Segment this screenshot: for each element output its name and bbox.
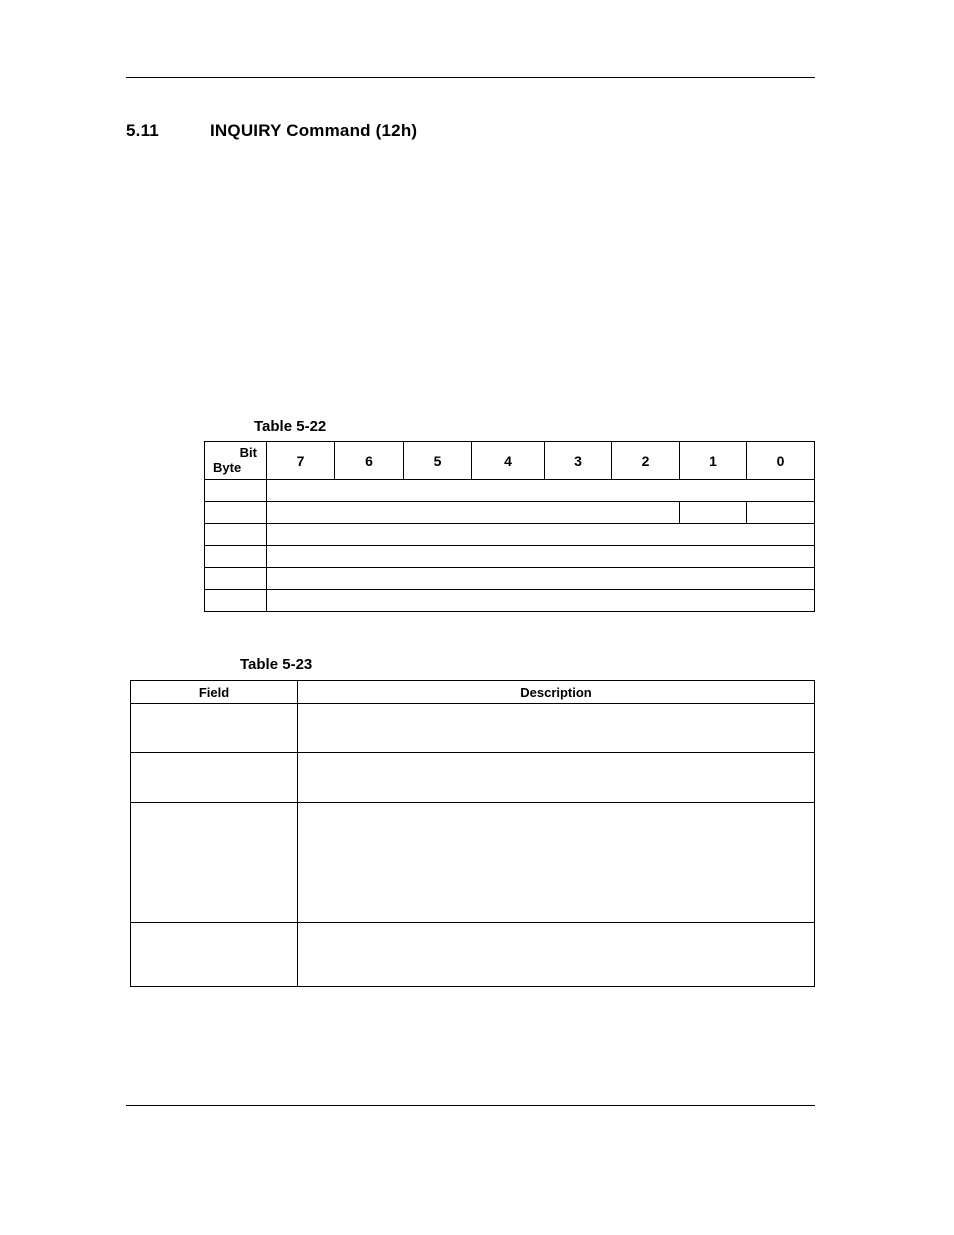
- inquiry-cdb-table: [204, 441, 815, 612]
- bit-header-2: 2: [612, 442, 680, 480]
- field-cell: [131, 923, 298, 987]
- byte-field-cell: [267, 568, 815, 590]
- cdb-byte-row: [205, 546, 815, 568]
- section-number: 5.11: [126, 121, 159, 140]
- description-cell: [298, 704, 815, 753]
- byte-number-cell: [205, 524, 267, 546]
- byte-field-cell: [267, 590, 815, 612]
- byte-number-cell: [205, 546, 267, 568]
- cdb-byte-row: [205, 568, 815, 590]
- bit-byte-corner-cell: [205, 442, 267, 480]
- byte-label: Byte: [213, 460, 242, 475]
- table-row: [131, 803, 815, 923]
- field-cell: [131, 803, 298, 923]
- byte-number-cell: [205, 502, 267, 524]
- bit-label: Bit: [239, 445, 257, 460]
- byte-field-cell: [267, 546, 815, 568]
- bit-header-4: 4: [472, 442, 545, 480]
- bit-header-0: 0: [747, 442, 815, 480]
- table-row: [131, 753, 815, 803]
- table-row: [131, 704, 815, 753]
- bit-header-5: 5: [404, 442, 472, 480]
- bit-header-3: 3: [545, 442, 612, 480]
- cdb-byte-row: [205, 524, 815, 546]
- header-rule: [126, 77, 815, 78]
- description-cell: [298, 803, 815, 923]
- table-caption-5-22: Table 5-22: [254, 418, 327, 435]
- bit-header-row: [205, 442, 815, 480]
- bit-header-6: 6: [335, 442, 404, 480]
- bit-header-1: 1: [680, 442, 747, 480]
- section-title: INQUIRY Command (12h): [210, 121, 418, 140]
- field-cell: [131, 704, 298, 753]
- byte-number-cell: [205, 590, 267, 612]
- byte-number-cell: [205, 568, 267, 590]
- bit-field-cell: [680, 502, 747, 524]
- field-description-table: [130, 680, 815, 987]
- description-cell: [298, 923, 815, 987]
- field-table-header-row: [131, 681, 815, 704]
- cdb-byte-row: [205, 502, 815, 524]
- field-cell: [131, 753, 298, 803]
- table-row: [131, 923, 815, 987]
- field-column-header: Field: [131, 681, 298, 704]
- bit-field-cell: [747, 502, 815, 524]
- cdb-byte-row: [205, 480, 815, 502]
- table-caption-5-23: Table 5-23: [240, 656, 313, 673]
- cdb-byte-row: [205, 590, 815, 612]
- byte-field-cell: [267, 524, 815, 546]
- description-cell: [298, 753, 815, 803]
- bit-header-7: 7: [267, 442, 335, 480]
- footer-rule: [126, 1105, 815, 1106]
- byte-field-cell: [267, 480, 815, 502]
- description-column-header: Description: [298, 681, 815, 704]
- byte-number-cell: [205, 480, 267, 502]
- byte-field-cell: [267, 502, 680, 524]
